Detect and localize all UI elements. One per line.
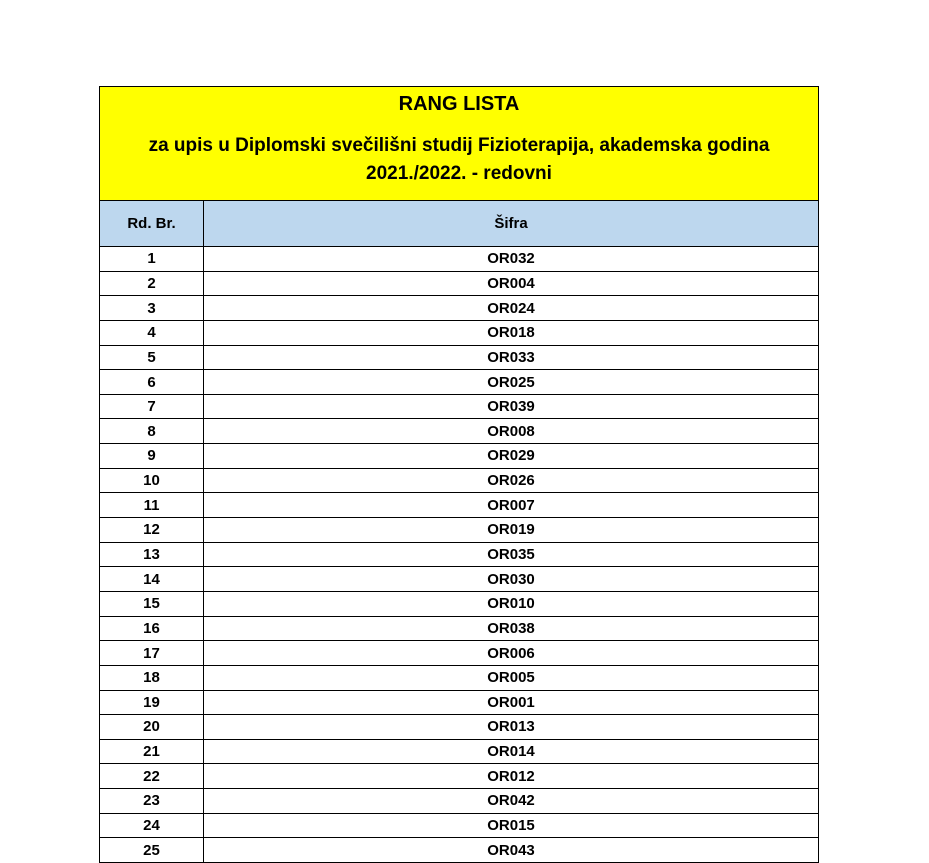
cell-code: OR026 xyxy=(487,472,535,490)
table-row xyxy=(100,321,818,346)
cell-code: OR015 xyxy=(487,817,535,835)
document-title: RANG LISTA xyxy=(398,93,520,115)
cell-code: OR030 xyxy=(487,570,535,588)
table-row xyxy=(100,419,818,444)
table-row xyxy=(100,666,818,691)
cell-rank: 12 xyxy=(100,518,204,542)
table-row xyxy=(100,346,818,371)
cell-code: OR006 xyxy=(487,644,535,662)
table-row xyxy=(100,296,818,321)
cell-rank: 21 xyxy=(100,740,204,764)
cell-code: OR001 xyxy=(487,693,535,711)
cell-code: OR007 xyxy=(487,496,535,514)
cell-rank: 19 xyxy=(100,691,204,715)
cell-code: OR043 xyxy=(487,841,535,859)
table-row xyxy=(100,469,818,494)
table-row xyxy=(100,617,818,642)
table-row xyxy=(100,444,818,469)
cell-code: OR008 xyxy=(487,422,535,440)
table-header xyxy=(100,201,818,247)
cell-code: OR025 xyxy=(487,373,535,391)
cell-rank: 3 xyxy=(100,296,204,320)
cell-rank: 13 xyxy=(100,543,204,567)
cell-rank: 4 xyxy=(100,321,204,345)
cell-rank: 7 xyxy=(100,395,204,419)
cell-rank: 14 xyxy=(100,567,204,591)
cell-code: OR039 xyxy=(487,398,535,416)
table-row xyxy=(100,370,818,395)
cell-code: OR032 xyxy=(487,250,535,268)
cell-code: OR010 xyxy=(487,595,535,613)
header-code: Šifra xyxy=(494,215,528,232)
table-row xyxy=(100,641,818,666)
table-row xyxy=(100,567,818,592)
cell-rank: 23 xyxy=(100,789,204,813)
table-row xyxy=(100,493,818,518)
table-row xyxy=(100,395,818,420)
cell-rank: 10 xyxy=(100,469,204,493)
cell-code: OR018 xyxy=(487,324,535,342)
table-row xyxy=(100,592,818,617)
cell-code: OR029 xyxy=(487,447,535,465)
table-body xyxy=(100,247,818,863)
cell-code: OR004 xyxy=(487,274,535,292)
cell-rank: 9 xyxy=(100,444,204,468)
cell-rank: 16 xyxy=(100,617,204,641)
cell-code: OR005 xyxy=(487,669,535,687)
cell-rank: 6 xyxy=(100,370,204,394)
cell-rank: 15 xyxy=(100,592,204,616)
table-row xyxy=(100,814,818,839)
cell-code: OR035 xyxy=(487,546,535,563)
cell-code: OR012 xyxy=(487,767,535,785)
rank-list-table xyxy=(99,86,819,863)
cell-code: OR033 xyxy=(487,348,535,366)
cell-rank: 11 xyxy=(100,493,204,517)
cell-rank: 8 xyxy=(100,419,204,443)
table-row xyxy=(100,272,818,297)
table-row xyxy=(100,518,818,543)
table-row xyxy=(100,543,818,568)
cell-rank: 22 xyxy=(100,764,204,788)
cell-rank: 1 xyxy=(100,247,204,271)
table-row xyxy=(100,764,818,789)
cell-code: OR013 xyxy=(487,718,535,736)
cell-rank: 24 xyxy=(100,814,204,838)
cell-rank: 18 xyxy=(100,666,204,690)
title-block xyxy=(100,87,818,201)
table-row xyxy=(100,789,818,814)
cell-rank: 5 xyxy=(100,346,204,370)
cell-code: OR042 xyxy=(487,792,535,810)
table-row xyxy=(100,691,818,716)
table-row xyxy=(100,247,818,272)
cell-rank: 25 xyxy=(100,838,204,862)
table-row xyxy=(100,740,818,765)
table-row xyxy=(100,838,818,863)
cell-rank: 17 xyxy=(100,641,204,665)
cell-code: OR014 xyxy=(487,743,535,761)
cell-rank: 20 xyxy=(100,715,204,739)
cell-rank: 2 xyxy=(100,272,204,296)
cell-code: OR024 xyxy=(487,299,535,317)
document-subtitle: za upis u Diplomski svečilišni studij Fizioterapija, akademska godina 2021./2022. - redovni xyxy=(148,135,770,184)
cell-code: OR019 xyxy=(487,521,535,539)
table-row xyxy=(100,715,818,740)
cell-code: OR038 xyxy=(487,619,535,637)
header-rank: Rd. Br. xyxy=(100,201,204,246)
